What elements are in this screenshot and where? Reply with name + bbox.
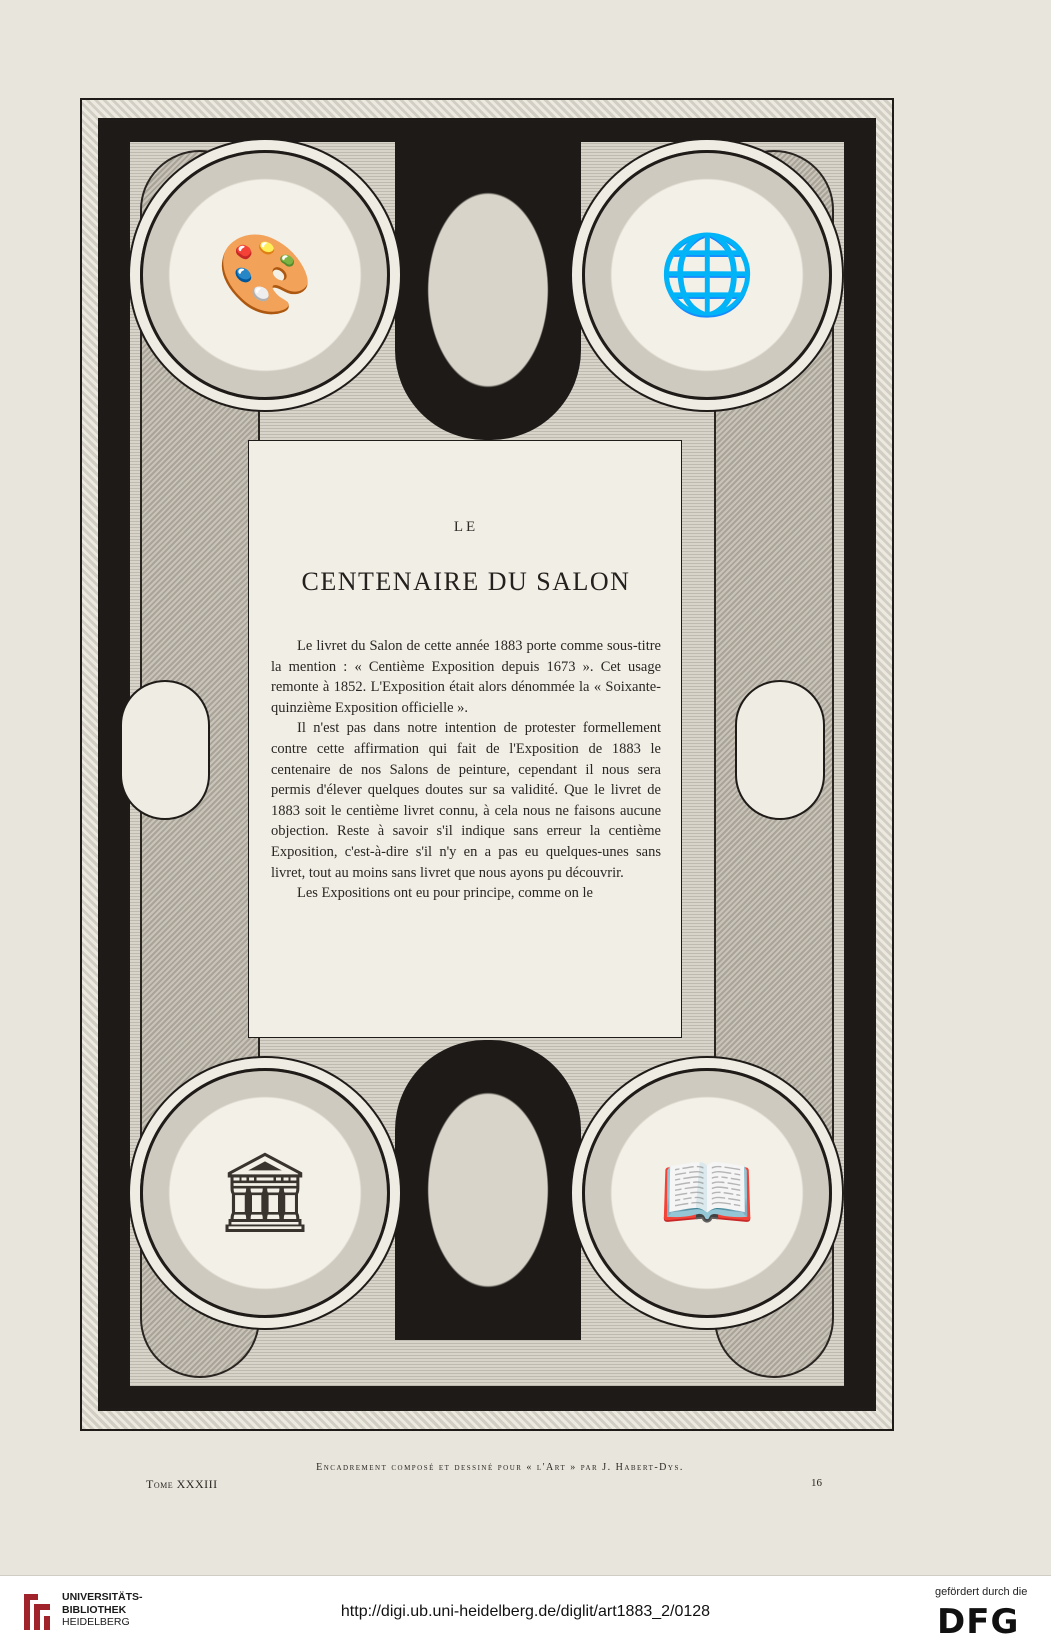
paragraph: Les Expositions ont eu pour principe, comme on le bbox=[297, 885, 593, 902]
globe-icon: 🌐 bbox=[658, 231, 756, 318]
medallion-top-right bbox=[582, 150, 832, 400]
page-number: 16 bbox=[811, 1477, 822, 1489]
medallion-top-left bbox=[140, 150, 390, 400]
article-title: CENTENAIRE DU SALON bbox=[301, 567, 631, 596]
medallion-bottom-right bbox=[582, 1068, 832, 1318]
document-url-link[interactable]: http://digi.ub.uni-heidelberg.de/diglit/art1883_2/0128 bbox=[340, 1603, 711, 1620]
paragraph: Il n'est pas dans notre intention de protester formellement contre cette affirmation qui fait de l'Exposition de 1883 le centenaire de nos Salons de peinture, cependant il nous sera permis d'élever quelques doutes sur sa validité. Que le livret de 1883 soit le centième livret connu, à cela nous ne faisons aucune objection. Reste à savoir s'il indique sans erreur la centième Exposition, c'est-à-dire s'il n'y en a pas eu quelques-unes sans livret, tout au moins sans livret que nous ayons pu découvrir. bbox=[271, 720, 661, 881]
top-center-ornament bbox=[395, 140, 581, 440]
library-name-line: UNIVERSITÄTS- bbox=[62, 1591, 143, 1603]
article-pre-title: LE bbox=[453, 519, 479, 535]
medallion-bottom-left bbox=[140, 1068, 390, 1318]
palette-icon: 🎨 bbox=[216, 231, 314, 318]
article-text-panel bbox=[248, 440, 682, 1038]
library-name-line: BIBLIOTHEK bbox=[62, 1603, 127, 1616]
viewer-footer bbox=[0, 1575, 1051, 1651]
column-icon: 🏛 bbox=[215, 1149, 315, 1236]
book-icon: 📖 bbox=[658, 1149, 756, 1236]
dfg-logo[interactable]: DFG bbox=[937, 1602, 1020, 1642]
funding-note: gefördert durch die bbox=[935, 1586, 1028, 1598]
library-name-line: HEIDELBERG bbox=[62, 1616, 130, 1628]
bottom-center-ornament bbox=[395, 1040, 581, 1340]
left-side-cartouche bbox=[120, 680, 210, 820]
article-body bbox=[271, 636, 661, 904]
volume-label: Tome XXXIII bbox=[146, 1477, 218, 1491]
paragraph: Le livret du Salon de cette année 1883 porte comme sous-titre la mention : « Centième Exposition depuis 1673 ». Cet usage remonte à 1852. L'Exposition était alors dénommée la « Soixante-quinzième Exposition officielle ». bbox=[271, 638, 661, 716]
frame-caption: Encadrement composé et dessiné pour « l'Art » par J. Habert-Dys. bbox=[316, 1462, 684, 1473]
right-side-cartouche bbox=[735, 680, 825, 820]
